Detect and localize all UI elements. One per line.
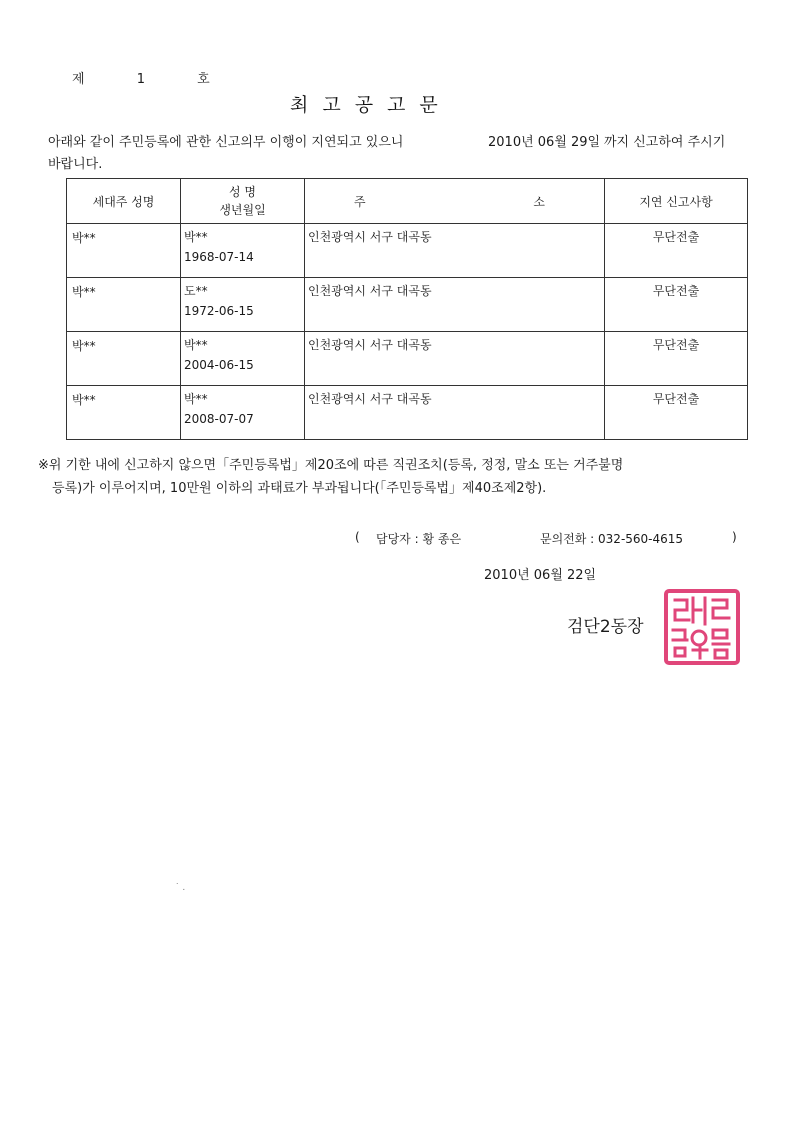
- address: 인천광역시 서구 대곡동: [308, 392, 432, 406]
- footnote-line-1: ※위 기한 내에 신고하지 않으면「주민등록법」제20조에 따른 직권조치(등록, 정정, 말소 또는 거주불명: [38, 458, 624, 473]
- issue-date: 2010년 06월 22일: [484, 568, 597, 583]
- notice-table: [66, 178, 748, 440]
- issuer-title: 검단2동장: [567, 617, 644, 637]
- table-row: [67, 332, 748, 386]
- birth-date: 1972-06-15: [184, 304, 254, 318]
- contact-phone: 문의전화 : 032-560-4615: [540, 532, 684, 546]
- address: 인천광역시 서구 대곡동: [308, 230, 432, 244]
- householder-name: 박**: [72, 339, 96, 353]
- header-name: 성 명: [229, 185, 256, 199]
- person-name: 박**: [184, 230, 208, 244]
- scan-speck: ˙ .: [175, 883, 186, 893]
- householder-name: 박**: [72, 393, 96, 407]
- table-row: [67, 278, 748, 332]
- footnote-line-2: 등록)가 이루어지며, 10만원 이하의 과태료가 부과됩니다(「주민등록법」제40조제2항).: [52, 481, 547, 496]
- address: 인천광역시 서구 대곡동: [308, 338, 432, 352]
- table-header-row: [67, 179, 748, 224]
- contact-paren-open: (: [355, 530, 360, 544]
- birth-date: 2008-07-07: [184, 412, 254, 426]
- report-item: 무단전출: [652, 284, 700, 298]
- header-address-a: 주: [354, 194, 366, 209]
- householder-name: 박**: [72, 285, 96, 299]
- contact-paren-close: ): [732, 530, 737, 544]
- address: 인천광역시 서구 대곡동: [308, 284, 432, 298]
- official-seal-stamp: [663, 588, 741, 666]
- intro-text-tail: 까지 신고하여 주시기: [604, 135, 726, 150]
- report-item: 무단전출: [652, 338, 700, 352]
- header-report: 지연 신고사항: [605, 179, 748, 224]
- intro-text-line2: 바랍니다.: [48, 157, 103, 172]
- page-title: 최고공고문: [290, 94, 452, 116]
- birth-date: 2004-06-15: [184, 358, 254, 372]
- contact-person: 담당자 : 황 종은: [376, 532, 462, 546]
- header-birth: 생년월일: [219, 203, 266, 217]
- header-name-birth: [181, 179, 305, 224]
- person-name: 박**: [184, 392, 208, 406]
- intro-text: 아래와 같이 주민등록에 관한 신고의무 이행이 지연되고 있으니: [48, 135, 404, 150]
- person-name: 도**: [184, 284, 208, 298]
- report-item: 무단전출: [652, 392, 700, 406]
- header-address: [305, 179, 605, 224]
- header-householder: 세대주 성명: [67, 179, 181, 224]
- document-number: 제 1 호: [72, 72, 234, 87]
- table-row: [67, 224, 748, 278]
- report-item: 무단전출: [652, 230, 700, 244]
- person-name: 박**: [184, 338, 208, 352]
- table-row: [67, 386, 748, 440]
- householder-name: 박**: [72, 231, 96, 245]
- deadline-date: 2010년 06월 29일: [488, 135, 601, 150]
- header-address-b: 소: [533, 194, 545, 209]
- birth-date: 1968-07-14: [184, 250, 254, 264]
